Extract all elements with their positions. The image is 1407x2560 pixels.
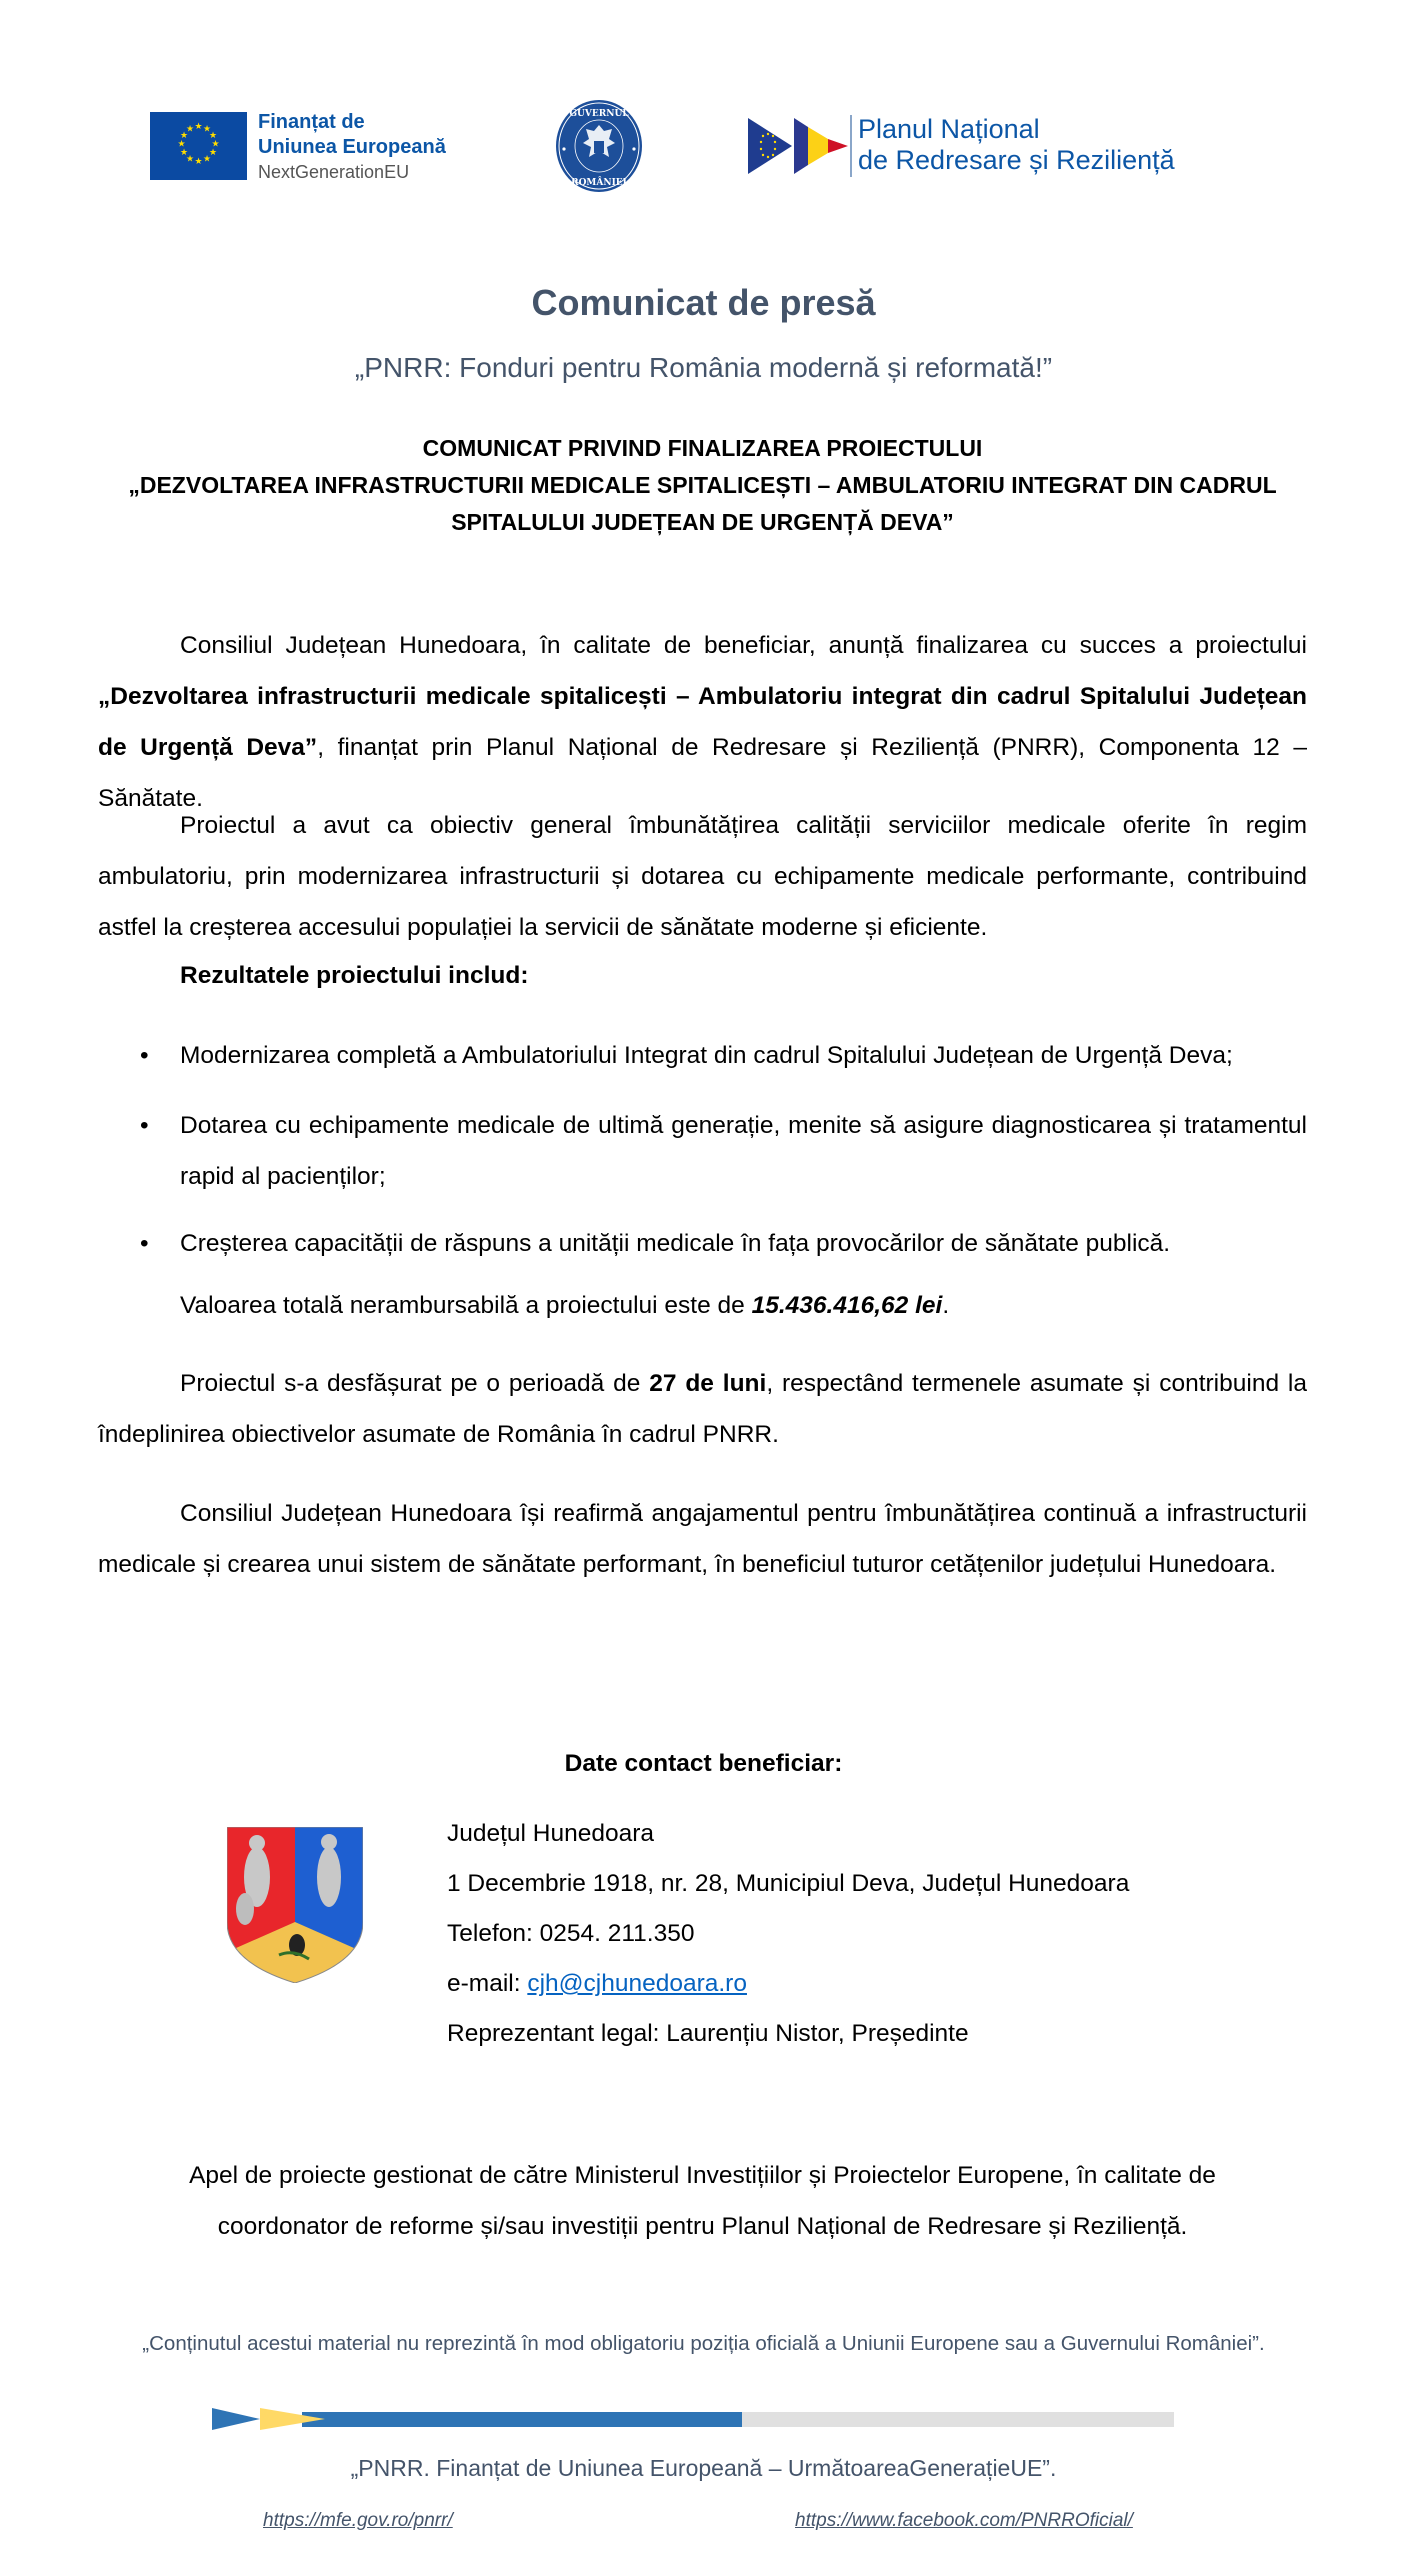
svg-text:★: ★ xyxy=(211,139,220,150)
eu-line-2: Uniunea Europeană xyxy=(258,136,446,158)
bullet-icon: • xyxy=(140,1230,149,1257)
svg-text:★: ★ xyxy=(179,148,189,158)
romanian-government-seal xyxy=(555,99,643,193)
intro-paragraph xyxy=(98,620,1307,824)
svg-text:ROMÂNIEI: ROMÂNIEI xyxy=(571,178,627,188)
result-text: Dotarea cu echipamente medicale de ultimă generație, menite să asigure diagnosticarea și tratamentul rapid al pacienților; xyxy=(180,1112,1307,1190)
svg-text:★: ★ xyxy=(194,157,203,167)
svg-text:★: ★ xyxy=(208,131,218,141)
svg-text:GUVERNUL: GUVERNUL xyxy=(569,109,629,119)
value-text: Valoarea totală nerambursabilă a proiectului este de xyxy=(180,1292,752,1319)
contact-address: 1 Decembrie 1918, nr. 28, Municipiul Deva, Județul Hunedoara xyxy=(447,1870,1130,1897)
value-amount: 15.436.416,62 lei xyxy=(751,1292,943,1319)
intro-text: Consiliul Județean Hunedoara, în calitate de beneficiar, anunță finalizarea cu succes a proiectului xyxy=(180,632,1307,659)
eu-stars-icon xyxy=(150,112,247,180)
eu-flag-logo xyxy=(150,112,247,180)
coat-of-arms-icon xyxy=(227,1827,363,1983)
objective-text: Proiectul a avut ca obiectiv general îmbunătățirea calității serviciilor medicale oferite în regim ambulatoriu, prin modernizarea infrastructurii și dotarea cu echipamente medicale performante, contribuind astfel la creșterea accesului populației la servicii de sănătate moderne și eficiente. xyxy=(98,812,1307,941)
project-name: „Dezvoltarea infrastructurii medicale spitalicești – Ambulatoriu integrat din cadrul Spitalului Județean de Urgență Deva” xyxy=(98,683,1307,761)
objective-paragraph xyxy=(98,800,1307,953)
footer-arrow-bar-icon xyxy=(212,2408,1174,2430)
duration-rest: , respectând termenele asumate și contribuind la îndeplinirea obiectivelor asumate de România în cadrul PNRR. xyxy=(98,1370,1307,1448)
footer-tagline: „PNRR. Finanțat de Uniunea Europeană – UrmătoareaGenerațieUE”. xyxy=(350,2455,1057,2481)
hunedoara-coat-of-arms xyxy=(227,1827,363,1983)
svg-text:★: ★ xyxy=(202,154,212,165)
svg-text:★: ★ xyxy=(179,131,189,141)
bullet-icon: • xyxy=(140,1112,149,1139)
gov-seal-icon xyxy=(555,99,643,193)
duration-value: 27 de luni xyxy=(649,1370,767,1397)
result-list-item xyxy=(98,1100,1307,1202)
heading-line-3: SPITALULUI JUDEȚEAN DE URGENȚĂ DEVA” xyxy=(451,509,954,535)
contact-email-row xyxy=(447,1970,747,1998)
email-link[interactable]: cjh@cjhunedoara.ro xyxy=(527,1970,747,1997)
svg-text:★: ★ xyxy=(185,154,195,165)
heading-line-2: „DEZVOLTAREA INFRASTRUCTURII MEDICALE SPITALICEȘTI – AMBULATORIU INTEGRAT DIN CADRUL xyxy=(128,472,1277,498)
contact-name: Județul Hunedoara xyxy=(447,1820,655,1847)
svg-text:★: ★ xyxy=(202,124,212,135)
mfe-link[interactable]: https://mfe.gov.ro/pnrr/ xyxy=(263,2510,453,2531)
email-label: e-mail: xyxy=(447,1970,528,1997)
contact-phone: Telefon: 0254. 211.350 xyxy=(447,1920,695,1947)
pnrr-logo-divider xyxy=(850,115,852,177)
page-subtitle: „PNRR: Fonduri pentru România modernă și reformată!” xyxy=(354,352,1053,383)
results-label: Rezultatele proiectului includ: xyxy=(180,962,529,989)
bullet-icon: • xyxy=(140,1042,149,1069)
press-release-heading xyxy=(98,430,1307,541)
pnrr-logo-arrows xyxy=(748,118,848,174)
result-list-item xyxy=(98,1218,1307,1269)
apel-line-2: coordonator de reforme și/sau investiții pentru Planul Național de Redresare și Reziliență. xyxy=(217,2213,1188,2240)
contact-label: Date contact beneficiar: xyxy=(564,1750,843,1777)
pnrr-logo-text xyxy=(858,114,1175,176)
svg-text:★: ★ xyxy=(208,148,218,158)
svg-text:★: ★ xyxy=(177,139,186,150)
heading-line-1: COMUNICAT PRIVIND FINALIZAREA PROIECTULUI xyxy=(422,435,983,461)
closing-paragraph xyxy=(98,1488,1307,1590)
duration-paragraph xyxy=(98,1358,1307,1460)
closing-text: Consiliul Județean Hunedoara își reafirmă angajamentul pentru îmbunătățirea continuă a infrastructurii medicale și crearea unui sistem de sănătate performant, în beneficiul tuturor cetățenilor județului Hunedoara. xyxy=(98,1500,1307,1578)
svg-text:★: ★ xyxy=(185,124,195,135)
result-list-item xyxy=(98,1030,1307,1081)
eu-line-3: NextGenerationEU xyxy=(258,162,410,182)
eu-funding-text xyxy=(258,110,446,185)
pnrr-line-2: de Redresare și Reziliență xyxy=(858,145,1175,175)
result-text: Creșterea capacității de răspuns a unității medicale în fața provocărilor de sănătate publică. xyxy=(180,1230,1171,1257)
value-paragraph xyxy=(98,1280,1307,1331)
call-for-projects-note xyxy=(98,2150,1307,2252)
page-title: Comunicat de presă xyxy=(531,282,876,323)
disclaimer: „Conținutul acestui material nu reprezintă în mod obligatoriu poziția oficială a Uniunii Europene sau a Guvernului României”. xyxy=(142,2332,1265,2355)
result-text: Modernizarea completă a Ambulatoriului Integrat din cadrul Spitalului Județean de Urgență Deva; xyxy=(180,1042,1233,1069)
facebook-link[interactable]: https://www.facebook.com/PNRROficial/ xyxy=(795,2510,1133,2531)
value-end: . xyxy=(942,1292,950,1319)
pnrr-line-1: Planul Național xyxy=(858,114,1040,144)
eu-line-1: Finanțat de xyxy=(258,111,365,133)
apel-line-1: Apel de proiecte gestionat de către Ministerul Investițiilor și Proiectelor Europene, în calitate de xyxy=(189,2162,1216,2189)
intro-funding-text: , finanțat prin Planul Național de Redresare și Reziliență (PNRR), Componenta 12 – Sănătate. xyxy=(98,734,1307,812)
duration-text: Proiectul s-a desfășurat pe o perioadă de xyxy=(180,1370,650,1397)
contact-representative: Reprezentant legal: Laurențiu Nistor, Președinte xyxy=(447,2020,969,2047)
footer-progress-bar xyxy=(212,2408,1174,2430)
pnrr-arrows-icon xyxy=(748,118,848,174)
svg-text:★: ★ xyxy=(194,122,203,132)
